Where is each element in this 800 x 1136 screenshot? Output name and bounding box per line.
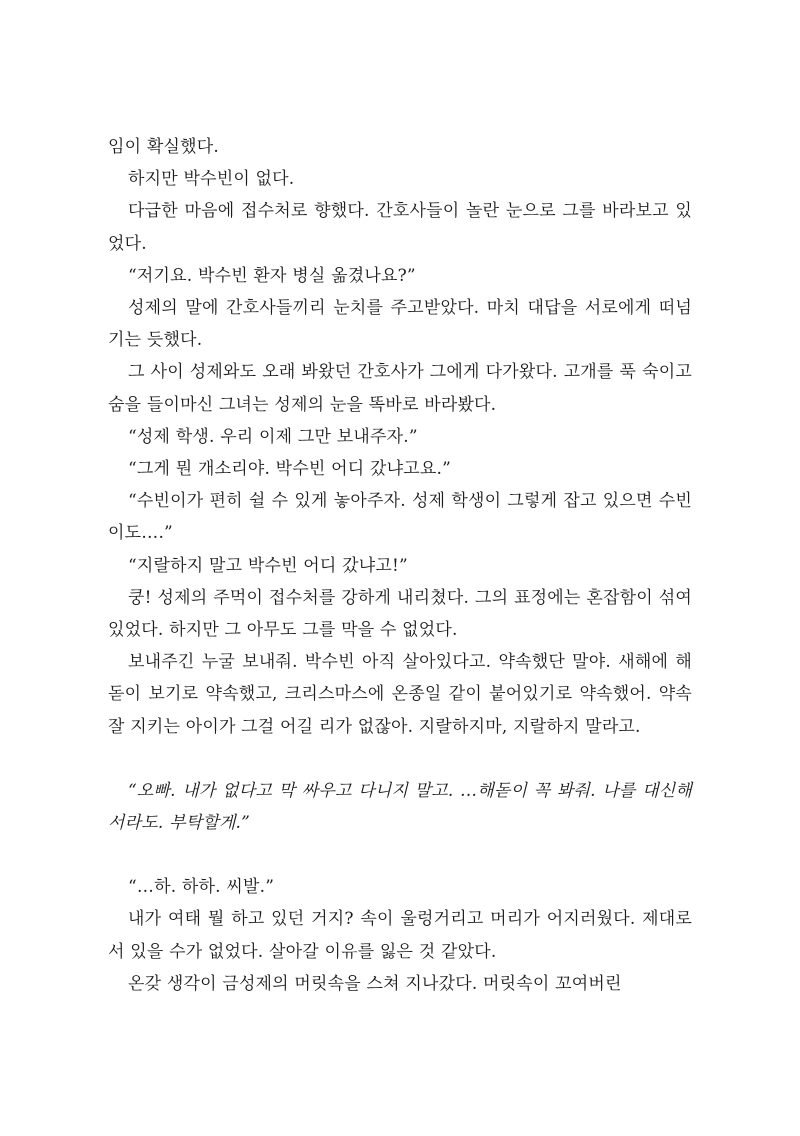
dialogue-line: “성제 학생. 우리 이제 그만 보내주자.” <box>128 426 418 447</box>
paragraph: 성제의 말에 간호사들끼리 눈치를 주고받았다. 마치 대답을 서로에게 떠넘기는 듯했다. <box>108 298 692 351</box>
paragraph: 보내주긴 누굴 보내줘. 박수빈 아직 살아있다고. 약속했단 말야. 새해에 해돋이 보기로 약속했고, 크리스마스에 온종일 같이 붙어있기로 약속했어. 약속 잘 지키는 아이가 그걸 어길 리가 없잖아. 지랄하지마, 지랄하지 말라고. <box>108 652 692 737</box>
flashback-quote: “오빠. 내가 없다고 막 싸우고 다니지 말고. …해돋이 꼭 봐줘. 나를 대신해서라도. 부탁할게.” <box>108 780 692 834</box>
dialogue-line: “수빈이가 편히 쉴 수 있게 놓아주자. 성제 학생이 그렇게 잡고 있으면 수빈이도….” <box>108 491 692 544</box>
paragraph-gap <box>108 743 692 775</box>
paragraph: 온갖 생각이 금성제의 머릿속을 스쳐 지나갔다. 머릿속이 꼬여버린 <box>128 973 622 994</box>
paragraph: 쿵! 성제의 주먹이 접수처를 강하게 내리쳤다. 그의 표정에는 혼잡함이 섞여 있었다. 하지만 그 아무도 그를 막을 수 없었다. <box>108 587 692 641</box>
dialogue-line: “그게 뭔 개소리야. 박수빈 어디 갔냐고요.” <box>128 459 451 480</box>
paragraph: 그 사이 성제와도 오래 봐왔던 간호사가 그에게 다가왔다. 고개를 푹 숙이고 숨을 들이마신 그녀는 성제의 눈을 똑바로 바라봤다. <box>108 362 692 415</box>
paragraph-gap <box>108 839 692 871</box>
dialogue-line: “저기요. 박수빈 환자 병실 옮겼나요?” <box>128 265 416 286</box>
paragraph: 임이 확실했다. <box>108 137 219 157</box>
dialogue-line: “…하. 하하. 씨발.” <box>128 877 275 898</box>
paragraph: 다급한 마음에 접수처로 향했다. 간호사들이 놀란 눈으로 그를 바라보고 있었다. <box>108 201 692 254</box>
body-text <box>108 131 692 1000</box>
dialogue-line: “지랄하지 말고 박수빈 어디 갔냐고!” <box>128 555 408 576</box>
paragraph: 내가 여태 뭘 하고 있던 거지? 속이 울렁거리고 머리가 어지러웠다. 제대로 서 있을 수가 없었다. 살아갈 이유를 잃은 것 같았다. <box>108 909 692 962</box>
paragraph: 하지만 박수빈이 없다. <box>128 169 295 190</box>
